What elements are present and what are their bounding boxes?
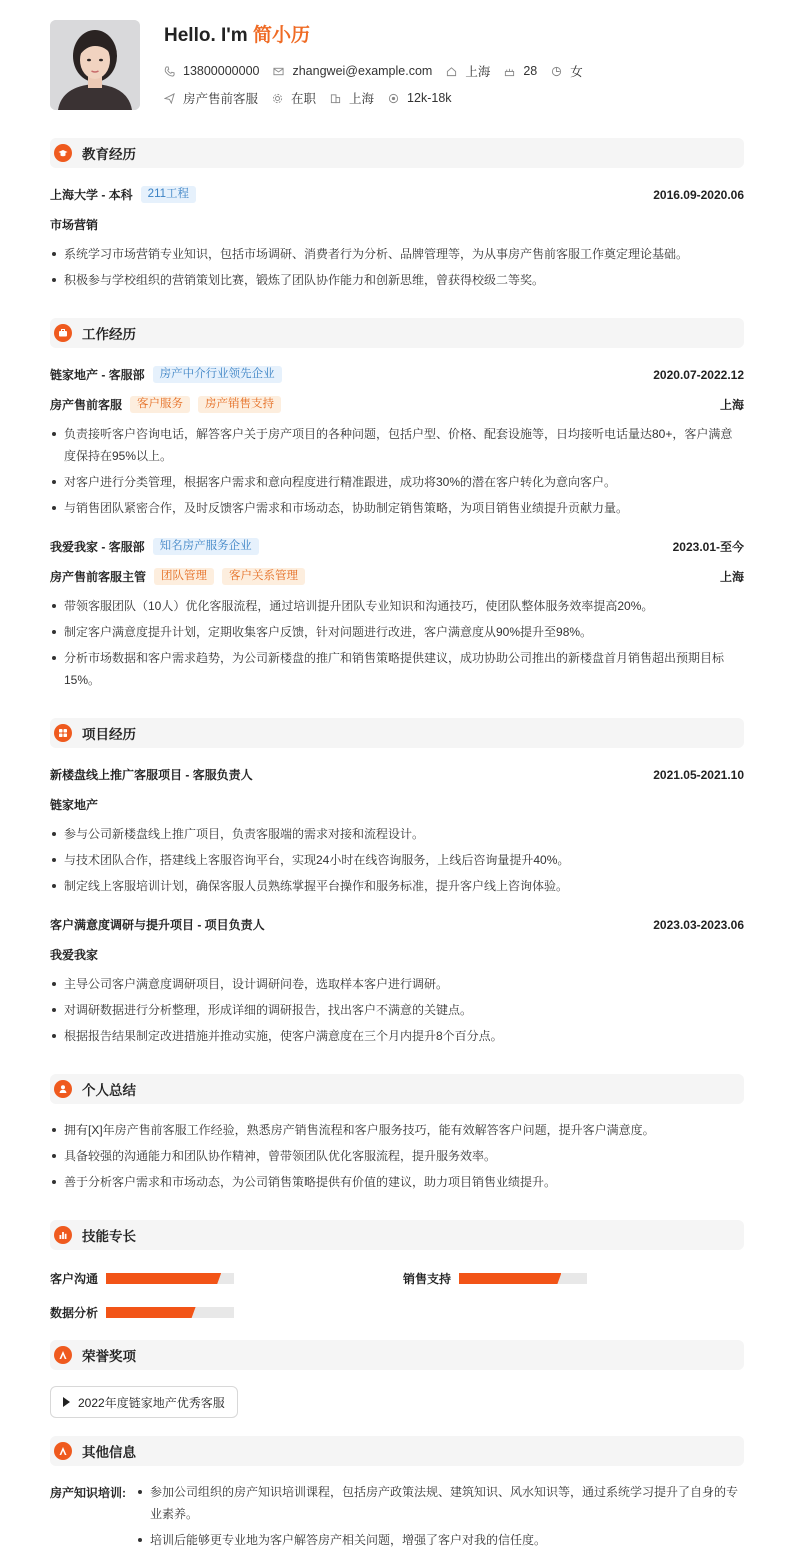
role-tag: 团队管理 — [154, 568, 214, 585]
city-value: 上海 — [465, 65, 491, 79]
award-item[interactable] — [50, 1386, 238, 1418]
phone-info — [164, 64, 259, 78]
section-other — [50, 1436, 744, 1466]
target-city-info — [330, 89, 374, 107]
award-icon — [54, 1346, 72, 1364]
list-item: 善于分析客户需求和市场动态，为公司销售策略提供有价值的建议，助力项目销售业绩提升。 — [50, 1171, 744, 1193]
section-education — [50, 138, 744, 168]
target-city-value: 上海 — [349, 92, 375, 106]
section-title: 工作经历 — [82, 327, 136, 342]
resume-page — [50, 0, 744, 1547]
coin-icon — [388, 93, 399, 104]
company-tag: 知名房产服务企业 — [153, 538, 259, 555]
education-major-row — [50, 216, 744, 233]
skill-bar-fill — [459, 1273, 561, 1284]
age-value: 28 — [523, 64, 538, 78]
section-summary — [50, 1074, 744, 1104]
skill-bar-fill — [106, 1307, 196, 1318]
major: 市场营销 — [50, 218, 99, 232]
greeting-prefix: Hello. I'm — [164, 25, 248, 46]
section-work — [50, 318, 744, 348]
education-header — [50, 186, 744, 203]
project-date: 2023.03-2023.06 — [653, 917, 744, 932]
project-date: 2021.05-2021.10 — [653, 767, 744, 782]
list-item: 带领客服团队（10人）优化客服流程，通过培训提升团队专业知识和沟通技巧，使团队整体服务效率提高20%。 — [50, 595, 744, 617]
skill-item — [50, 1270, 234, 1287]
position-value: 房产售前客服 — [183, 92, 259, 106]
building-icon — [330, 93, 341, 104]
skill-bar — [106, 1273, 234, 1284]
list-item: 拥有[X]年房产售前客服工作经验，熟悉房产销售流程和客户服务技巧，能有效解答客户问题，提升客户满意度。 — [50, 1119, 744, 1141]
project-title: 客户满意度调研与提升项目 - 项目负责人 — [50, 918, 265, 932]
status-value: 在职 — [291, 92, 317, 106]
school-tag: 211工程 — [141, 186, 196, 203]
work-date: 2023.01-至今 — [672, 540, 744, 554]
gear-icon — [272, 93, 283, 104]
company-name: 我爱我家 - 客服部 — [50, 540, 145, 554]
work-location: 上海 — [719, 570, 744, 584]
list-item: 负责接听客户咨询电话，解答客户关于房产项目的各种问题，包括户型、价格、配套设施等，日均接听电话量达80+，客户满意度保持在95%以上。 — [50, 423, 744, 467]
grid-icon — [54, 724, 72, 742]
role-tag: 房产销售支持 — [198, 396, 281, 413]
skill-item — [403, 1270, 587, 1287]
skill-item — [50, 1304, 234, 1321]
list-item: 制定线上客服培训计划，确保客服人员熟练掌握平台操作和服务标准，提升客户线上咨询体验。 — [50, 875, 744, 897]
user-icon — [54, 1080, 72, 1098]
work-2-header — [50, 538, 744, 555]
list-item: 积极参与学校组织的营销策划比赛，锻炼了团队协作能力和创新思维，曾获得校级二等奖。 — [50, 269, 744, 291]
work-2-role-row — [50, 568, 744, 585]
email-value: zhangwei@example.com — [292, 64, 433, 78]
mail-icon — [273, 66, 284, 77]
other-bullets — [136, 1481, 744, 1555]
list-item: 系统学习市场营销专业知识，包括市场调研、消费者行为分析、品牌管理等，为从事房产售前客服工作奠定理论基础。 — [50, 243, 744, 265]
skill-bar-fill — [106, 1273, 221, 1284]
project-title: 新楼盘线上推广客服项目 - 客服负责人 — [50, 768, 253, 782]
project-2-header — [50, 916, 744, 933]
phone-value: 13800000000 — [183, 64, 260, 78]
status-info — [272, 89, 316, 107]
list-item: 参与公司新楼盘线上推广项目，负责客服端的需求对接和流程设计。 — [50, 823, 744, 845]
skill-bar — [459, 1273, 587, 1284]
section-skills — [50, 1220, 744, 1250]
section-awards — [50, 1340, 744, 1370]
salary-info — [388, 91, 451, 105]
list-item: 具备较强的沟通能力和团队协作精神，曾带领团队优化客服流程，提升服务效率。 — [50, 1145, 744, 1167]
section-title: 项目经历 — [82, 727, 136, 742]
avatar — [50, 20, 140, 110]
work-date: 2020.07-2022.12 — [653, 367, 744, 382]
list-item: 培训后能够更专业地为客户解答房产相关问题，增强了客户对我的信任度。 — [136, 1529, 744, 1551]
work-1-bullets — [50, 423, 744, 523]
section-projects — [50, 718, 744, 748]
home-icon — [446, 66, 457, 77]
project-1-org-row — [50, 796, 744, 813]
list-item: 与技术团队合作，搭建线上客服咨询平台，实现24小时在线咨询服务，上线后咨询量提升40%。 — [50, 849, 744, 871]
project-1-header — [50, 766, 744, 783]
phone-icon — [164, 66, 175, 77]
work-location: 上海 — [719, 398, 744, 412]
project-2-org-row — [50, 946, 744, 963]
company-name: 链家地产 - 客服部 — [50, 368, 145, 382]
briefcase-icon — [54, 324, 72, 342]
list-item: 制定客户满意度提升计划，定期收集客户反馈，针对问题进行改进，客户满意度从90%提升至98%。 — [50, 621, 744, 643]
send-icon — [164, 93, 175, 104]
role-name: 房产售前客服 — [50, 398, 123, 412]
email-info — [273, 64, 432, 78]
section-title: 其他信息 — [82, 1445, 136, 1460]
role-name: 房产售前客服主管 — [50, 570, 147, 584]
list-item: 分析市场数据和客户需求趋势，为公司新楼盘的推广和销售策略提供建议，成功协助公司推出的新楼盘首月销售超出预期目标15%。 — [50, 647, 744, 691]
bar-chart-icon — [54, 1226, 72, 1244]
section-title: 教育经历 — [82, 147, 136, 162]
list-item: 参加公司组织的房产知识培训课程，包括房产政策法规、建筑知识、风水知识等，通过系统学习提升了自身的专业素养。 — [136, 1481, 744, 1525]
contact-row — [164, 62, 597, 80]
list-item: 与销售团队紧密合作，及时反馈客户需求和市场动态，协助制定销售策略，为项目销售业绩提升贡献力量。 — [50, 497, 744, 519]
skill-name: 销售支持 — [403, 1272, 452, 1286]
gender-info — [551, 62, 583, 80]
resume-header — [50, 0, 744, 128]
cake-icon — [504, 66, 515, 77]
role-tag: 客户服务 — [130, 396, 190, 413]
play-triangle-icon — [63, 1397, 70, 1407]
skill-name: 数据分析 — [50, 1306, 99, 1320]
greeting-title — [164, 20, 310, 47]
project-org: 我爱我家 — [50, 948, 99, 962]
info-icon — [54, 1442, 72, 1460]
school-name: 上海大学 - 本科 — [50, 188, 133, 202]
other-label: 房产知识培训: — [50, 1486, 126, 1500]
work-1-role-row — [50, 396, 744, 413]
list-item: 对调研数据进行分析整理，形成详细的调研报告，找出客户不满意的关键点。 — [50, 999, 744, 1021]
education-bullets — [50, 243, 744, 295]
gender-icon — [551, 66, 562, 77]
list-item: 主导公司客户满意度调研项目，设计调研问卷，选取样本客户进行调研。 — [50, 973, 744, 995]
list-item: 对客户进行分类管理，根据客户需求和意向程度进行精准跟进，成功将30%的潜在客户转化为意向客户。 — [50, 471, 744, 493]
graduation-cap-icon — [54, 144, 72, 162]
award-name: 2022年度链家地产优秀客服 — [78, 1395, 225, 1410]
job-intent-row — [164, 89, 466, 107]
skill-name: 客户沟通 — [50, 1272, 99, 1286]
section-title: 荣誉奖项 — [82, 1349, 136, 1364]
age-info — [504, 64, 537, 78]
salary-value: 12k-18k — [407, 91, 452, 105]
project-org: 链家地产 — [50, 798, 99, 812]
work-2-bullets — [50, 595, 744, 695]
project-2-bullets — [50, 973, 744, 1051]
section-title: 技能专长 — [82, 1229, 136, 1244]
section-title: 个人总结 — [82, 1083, 136, 1098]
gender-value: 女 — [570, 65, 583, 79]
city-info — [446, 62, 490, 80]
candidate-name: 简小历 — [252, 25, 310, 46]
role-tag: 客户关系管理 — [222, 568, 305, 585]
skill-bar — [106, 1307, 234, 1318]
summary-bullets — [50, 1119, 744, 1197]
position-info — [164, 89, 258, 107]
education-date: 2016.09-2020.06 — [653, 187, 744, 202]
work-1-header — [50, 366, 744, 383]
list-item: 根据报告结果制定改进措施并推动实施，使客户满意度在三个月内提升8个百分点。 — [50, 1025, 744, 1047]
project-1-bullets — [50, 823, 744, 901]
company-tag: 房产中介行业领先企业 — [153, 366, 282, 383]
